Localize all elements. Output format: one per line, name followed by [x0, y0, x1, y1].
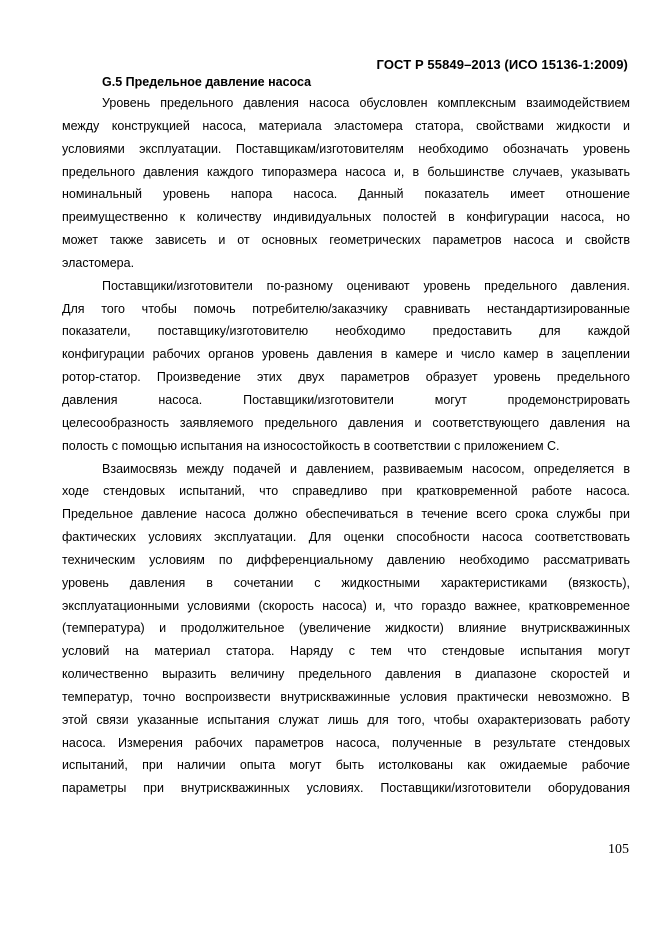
text-line: параметры при внутрискважинных условиях. Поставщики/изготовители оборудования [62, 781, 630, 796]
text-line: насоса. Измерения рабочих параметров насоса, полученные в результате стендовых [62, 735, 630, 750]
text-line: давления насоса. Поставщики/изготовители могут продемонстрировать [62, 392, 630, 407]
text-line: номинальный уровень напора насоса. Данный показатель имеет отношение [62, 187, 630, 202]
page-number: 105 [608, 842, 629, 857]
text-line: условиями эксплуатации. Поставщикам/изготовителям необходимо обозначать уровень [62, 141, 630, 156]
text-line: этой связи указанные испытания служат лишь для того, чтобы охарактеризовать работу [62, 712, 630, 727]
text-line: (температура) и продолжительное (увеличение жидкости) влияние внутрискважинных [62, 621, 630, 636]
text-line: уровень давления в сочетании с жидкостными характеристиками (вязкость), [62, 575, 630, 590]
text-line: показатели, поставщику/изготовителю необходимо предоставить для каждой [62, 324, 630, 339]
text-line: может также зависеть и от основных геометрических параметров насоса и свойств [62, 233, 630, 248]
text-line: эластомера. [62, 255, 135, 270]
text-line: Поставщики/изготовители по-разному оценивают уровень предельного давления. [102, 278, 630, 293]
text-line: Предельное давление насоса должно обеспечиваться в течение всего срока службы при [62, 507, 630, 522]
text-line: предельного давления каждого типоразмера насоса и, в большинстве случаев, указывать [62, 164, 630, 179]
standard-header: ГОСТ Р 55849–2013 (ИСО 15136-1:2009) [376, 57, 628, 72]
section-title: G.5 Предельное давление насоса [102, 75, 312, 89]
text-line: испытаний, при наличии опыта могут быть истолкованы как ожидаемые рабочие [62, 758, 630, 773]
text-line: количественно выразить величину предельного давления в диапазоне скоростей и [62, 667, 630, 682]
text-line: конфигурации рабочих органов уровень давления в камере и число камер в зацеплении [62, 347, 630, 362]
text-line: эксплуатационными условиями (скорость насоса) и, что гораздо важнее, кратковременное [62, 598, 630, 613]
text-line: преимущественно к количеству индивидуальных полостей в конфигурации насоса, но [62, 210, 630, 225]
text-line: ходе стендовых испытаний, что справедливо при кратковременной работе насоса. [62, 484, 630, 499]
text-line: Уровень предельного давления насоса обусловлен комплексным взаимодействием [102, 96, 630, 110]
text-line: условий на материал статора. Наряду с тем что стендовые испытания могут [62, 644, 630, 659]
text-line: фактических условиях эксплуатации. Для оценки способности насоса соответствовать [62, 530, 630, 545]
text-line: полость с помощью испытания на износостойкость в соответствии с приложением С. [62, 438, 560, 453]
body-text [62, 92, 630, 800]
text-line: температур, точно воспроизвести внутрискважинные условия практически невозможно. В [62, 689, 630, 704]
text-line: Для того чтобы помочь потребителю/заказчику сравнивать нестандартизированные [62, 301, 630, 316]
text-line: ротор-статор. Произведение этих двух параметров образует уровень предельного [62, 370, 630, 385]
text-line: целесообразность заявляемого предельного давления и соответствующего давления на [62, 415, 630, 430]
text-line: техническим условиям по дифференциальному давлению необходимо рассматривать [62, 552, 630, 567]
text-line: Взаимосвязь между подачей и давлением, развиваемым насосом, определяется в [102, 461, 630, 476]
text-line: между конструкцией насоса, материала эластомера статора, свойствами жидкости и [62, 118, 630, 133]
